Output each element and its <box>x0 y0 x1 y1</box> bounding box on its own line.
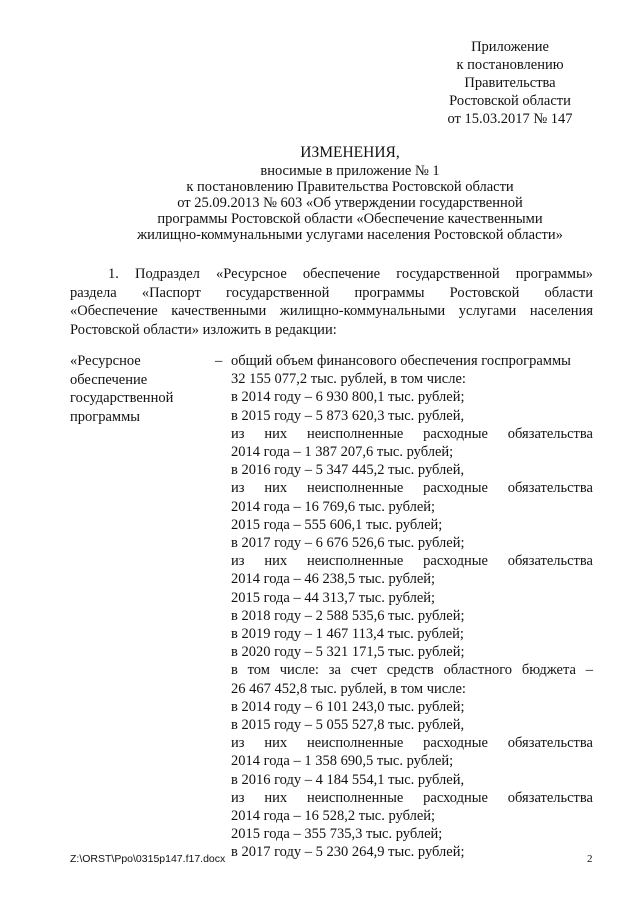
funding-line: из них неисполненные расходные обязательства <box>231 553 593 570</box>
funding-details <box>231 352 593 862</box>
paragraph-line: раздела «Паспорт государственной программы Ростовской области <box>70 284 593 301</box>
funding-line: 2014 года – 1 387 207,6 тыс. рублей; <box>231 444 454 461</box>
funding-line: в 2019 году – 1 467 113,4 тыс. рублей; <box>231 626 464 643</box>
appendix-line: Приложение <box>471 39 549 55</box>
funding-line: 26 467 452,8 тыс. рублей, в том числе: <box>231 680 466 697</box>
funding-line: 32 155 077,2 тыс. рублей, в том числе: <box>231 371 466 388</box>
document-title: ИЗМЕНЕНИЯ, <box>300 144 400 161</box>
footer-page-number: 2 <box>587 853 593 865</box>
funding-line: в 2016 году – 4 184 554,1 тыс. рублей, <box>231 771 465 788</box>
funding-line: из них неисполненные расходные обязательства <box>231 789 593 806</box>
heading-line: от 25.09.2013 № 603 «Об утверждении государственной <box>177 195 523 211</box>
appendix-line: к постановлению <box>456 57 564 73</box>
funding-line: в 2017 году – 6 676 526,6 тыс. рублей; <box>231 535 465 552</box>
funding-line: общий объем финансового обеспечения госпрограммы <box>231 353 571 369</box>
appendix-line: Ростовской области <box>449 93 571 109</box>
heading-line: программы Ростовской области «Обеспечение качественными <box>157 211 543 227</box>
paragraph-line: «Обеспечение качественными жилищно-коммунальными услугами населения <box>70 303 593 319</box>
heading-line: жилищно-коммунальными услугами населения Ростовской области» <box>137 227 563 243</box>
funding-line: в 2014 году – 6 101 243,0 тыс. рублей; <box>231 698 465 715</box>
funding-line: в 2018 году – 2 588 535,6 тыс. рублей; <box>231 607 465 624</box>
heading-line: к постановлению Правительства Ростовской области <box>186 179 514 195</box>
section-dash: – <box>215 353 223 369</box>
funding-line: 2015 года – 555 606,1 тыс. рублей; <box>231 516 443 533</box>
funding-line: в 2020 году – 5 321 171,5 тыс. рублей; <box>231 644 465 661</box>
funding-line: из них неисполненные расходные обязательства <box>231 425 593 442</box>
funding-line: из них неисполненные расходные обязательства <box>231 735 593 752</box>
amendment-paragraph <box>70 265 593 339</box>
funding-line: в том числе: за счет средств областного бюджета – <box>231 662 593 679</box>
funding-line: 2015 года – 44 313,7 тыс. рублей; <box>231 589 436 606</box>
section-label-line: «Ресурсное <box>70 353 141 369</box>
section-label-line: обеспечение <box>70 371 148 388</box>
section-label-line: государственной <box>70 390 174 406</box>
funding-line: из них неисполненные расходные обязательства <box>231 480 593 497</box>
heading-line: вносимые в приложение № 1 <box>260 163 440 179</box>
appendix-line: Правительства <box>464 75 556 91</box>
funding-line: в 2015 году – 5 873 620,3 тыс. рублей, <box>231 407 465 424</box>
funding-line: в 2016 году – 5 347 445,2 тыс. рублей, <box>231 462 465 479</box>
document-heading <box>60 143 640 243</box>
funding-line: 2015 года – 355 735,3 тыс. рублей; <box>231 826 443 843</box>
paragraph-line: 1. Подраздел «Ресурсное обеспечение государственной программы» <box>108 266 593 282</box>
footer-file-path: Z:\ORST\Ppo\0315p147.f17.docx <box>70 853 226 865</box>
section-label <box>70 352 210 426</box>
section-label-line: программы <box>70 408 140 425</box>
funding-line: в 2017 году – 5 230 264,9 тыс. рублей; <box>231 844 465 861</box>
funding-line: 2014 года – 46 238,5 тыс. рублей; <box>231 571 436 588</box>
funding-line: 2014 года – 16 769,6 тыс. рублей; <box>231 498 436 515</box>
appendix-line: от 15.03.2017 № 147 <box>447 111 573 127</box>
appendix-block <box>400 38 620 128</box>
funding-line: 2014 года – 16 528,2 тыс. рублей; <box>231 808 436 825</box>
paragraph-line: Ростовской области» изложить в редакции: <box>70 321 337 338</box>
funding-line: в 2014 году – 6 930 800,1 тыс. рублей; <box>231 389 465 406</box>
funding-line: 2014 года – 1 358 690,5 тыс. рублей; <box>231 753 454 770</box>
funding-line: в 2015 году – 5 055 527,8 тыс. рублей, <box>231 717 465 734</box>
